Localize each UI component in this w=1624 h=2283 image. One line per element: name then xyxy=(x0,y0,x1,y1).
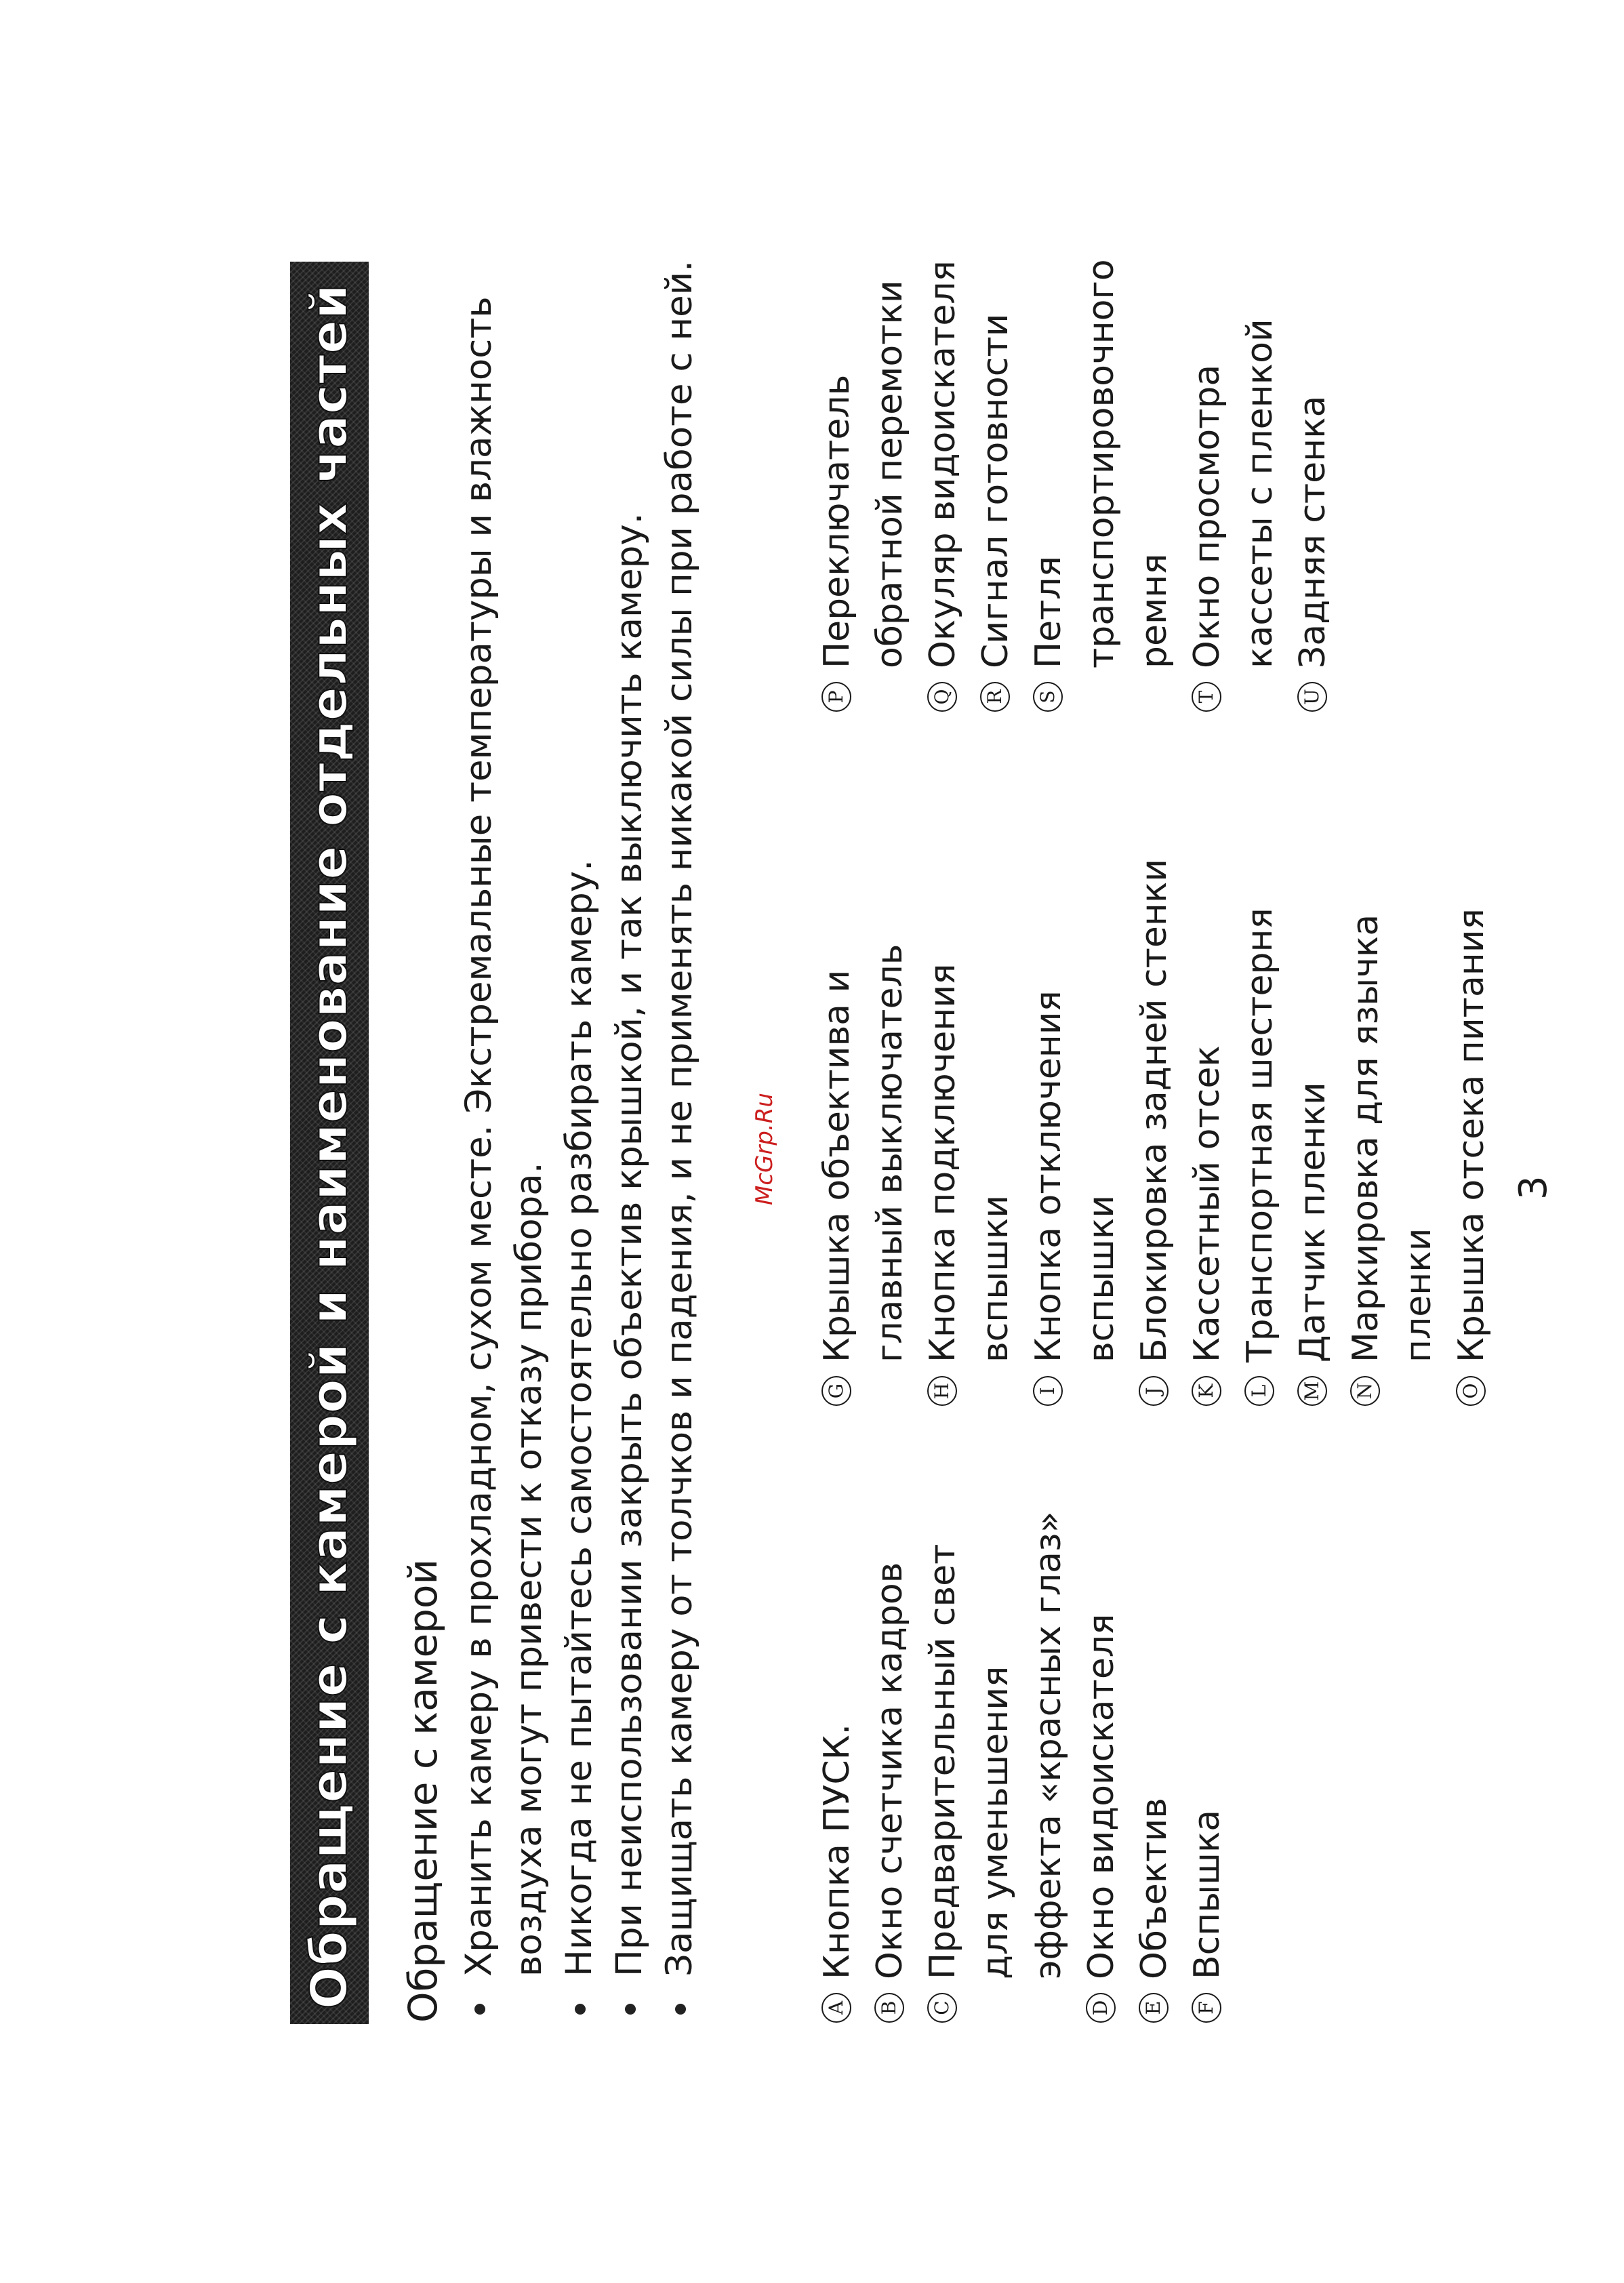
part-letter-badge: Q xyxy=(927,682,957,712)
part-item xyxy=(1022,224,1181,712)
title-bar xyxy=(290,262,369,2024)
part-label: Кнопка ПУСК. xyxy=(817,1723,857,1979)
part-item xyxy=(1286,224,1339,712)
part-label: Окно счетчика кадров xyxy=(870,1562,910,1979)
bullet-item xyxy=(605,193,655,2023)
part-label: Задняя стенка xyxy=(1293,395,1333,668)
part-letter-badge: C xyxy=(927,1993,957,2023)
part-letter-badge: L xyxy=(1244,1376,1274,1406)
part-item xyxy=(1339,823,1445,1406)
bullet-text: Никогда не пытайтесь самостоятельно разбирать камеру. xyxy=(559,860,600,1977)
part-letter-badge: G xyxy=(821,1376,851,1406)
section-heading: Обращение с камерой xyxy=(400,1558,446,2023)
bullet-icon xyxy=(474,2004,485,2015)
part-letter-badge: U xyxy=(1297,682,1327,712)
part-letter-badge: H xyxy=(927,1376,957,1406)
bullet-item xyxy=(655,193,705,2023)
bullet-text: При неиспользовании закрыть объектив крышкой, и так выключить камеру. xyxy=(609,512,650,1977)
bullet-icon xyxy=(675,2004,686,2015)
part-label: Датчик пленки xyxy=(1293,1082,1333,1362)
part-letter-badge: N xyxy=(1350,1376,1380,1406)
part-item xyxy=(916,224,969,712)
part-item xyxy=(1128,823,1181,1406)
part-item xyxy=(1286,823,1339,1406)
bullet-item xyxy=(454,193,554,2023)
part-letter-badge: B xyxy=(874,1993,904,2023)
part-item xyxy=(1075,1494,1128,2023)
part-letter-badge: R xyxy=(980,682,1010,712)
part-label: Кассетный отсек xyxy=(1187,1045,1227,1362)
part-item xyxy=(1181,224,1286,712)
part-label: Вспышка xyxy=(1187,1809,1227,1979)
bullet-text: Хранить камеру в прохладном, сухом месте. Экстремальные температуры и влажность воздуха могут привести к отказу прибора. xyxy=(458,296,550,1977)
part-letter-badge: P xyxy=(821,682,851,712)
part-item xyxy=(811,1494,864,2023)
bullet-text: Защищать камеру от толчков и падения, и не применять никакой силы при работе с ней. xyxy=(659,260,700,1977)
parts-list-col2 xyxy=(811,823,1498,1406)
part-item xyxy=(916,823,1022,1406)
page-number: 3 xyxy=(1511,1175,1556,1200)
part-letter-badge: A xyxy=(821,1993,851,2023)
part-letter-badge: O xyxy=(1456,1376,1486,1406)
part-item xyxy=(969,224,1022,712)
part-label: Окуляр видоискателя xyxy=(922,260,963,668)
part-letter-badge: D xyxy=(1086,1993,1116,2023)
part-letter-badge: M xyxy=(1297,1376,1327,1406)
part-label: Сигнал готовности xyxy=(975,313,1016,668)
part-item xyxy=(1128,1494,1181,2023)
part-label: Окно просмотра кассеты с пленкой xyxy=(1187,319,1280,668)
part-label: Переключатель обратной перемотки xyxy=(817,280,910,668)
part-letter-badge: J xyxy=(1139,1376,1169,1406)
part-item xyxy=(1234,823,1286,1406)
part-label: Петля транспортировочного ремня xyxy=(1028,259,1175,668)
part-item xyxy=(811,823,916,1406)
part-item xyxy=(811,224,916,712)
part-item xyxy=(1181,1494,1234,2023)
part-label: Крышка отсека питания xyxy=(1451,908,1492,1362)
bullet-icon xyxy=(625,2004,636,2015)
bullet-icon xyxy=(575,2004,586,2015)
parts-list-col1 xyxy=(811,1494,1234,2023)
page-title: Обращение с камерой и наименование отдельных частей xyxy=(300,283,359,2009)
part-letter-badge: E xyxy=(1139,1993,1169,2023)
part-item xyxy=(1022,823,1128,1406)
part-label: Предварительный свет для уменьшения эффекта «красных глаз» xyxy=(922,1511,1069,1979)
part-label: Кнопка подключения вспышки xyxy=(922,963,1016,1362)
part-label: Транспортная шестерня xyxy=(1240,908,1280,1362)
part-letter-badge: T xyxy=(1192,682,1221,712)
handling-bullets xyxy=(454,193,705,2023)
part-letter-badge: F xyxy=(1192,1993,1221,2023)
part-label: Крышка объектива и главный выключатель xyxy=(817,944,910,1362)
part-label: Объектив xyxy=(1134,1798,1175,1979)
watermark: McGrp.Ru xyxy=(751,1093,778,1205)
part-item xyxy=(916,1494,1075,2023)
part-label: Блокировка задней стенки xyxy=(1134,858,1175,1362)
part-label: Маркировка для язычка пленки xyxy=(1345,914,1439,1362)
part-item xyxy=(864,1494,916,2023)
part-letter-badge: I xyxy=(1033,1376,1063,1406)
part-label: Окно видоискателя xyxy=(1081,1613,1122,1979)
part-item xyxy=(1445,823,1498,1406)
bullet-item xyxy=(554,193,605,2023)
parts-list-col3 xyxy=(811,224,1339,712)
part-letter-badge: K xyxy=(1192,1376,1221,1406)
part-label: Кнопка отключения вспышки xyxy=(1028,990,1122,1362)
part-letter-badge: S xyxy=(1033,682,1063,712)
part-item xyxy=(1181,823,1234,1406)
